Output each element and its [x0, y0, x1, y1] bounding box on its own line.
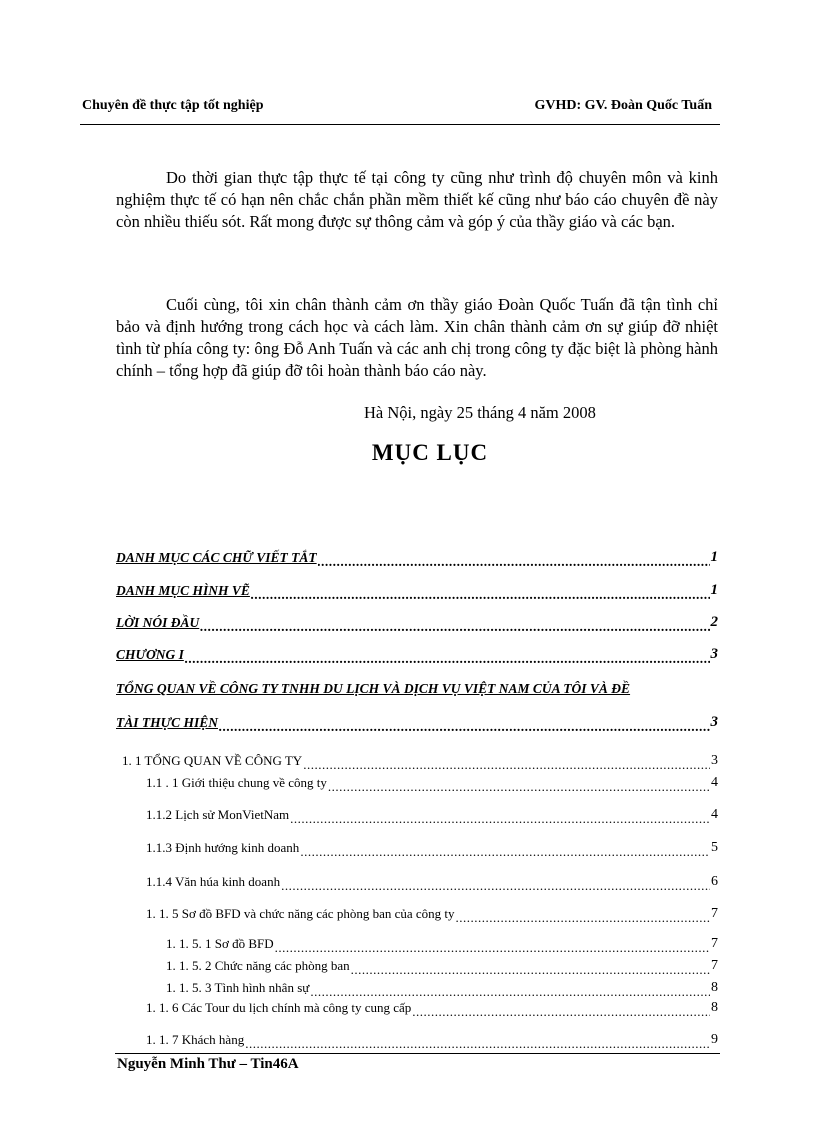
toc-entry-page: 3: [710, 714, 718, 730]
toc-leader-dots: [412, 1002, 710, 1016]
toc-entry-label: DANH MỤC HÌNH VẼ: [116, 583, 250, 598]
toc-entry-figures[interactable]: [116, 579, 718, 599]
toc-leader-dots: [200, 617, 709, 631]
toc-entry-page: 3: [711, 753, 718, 768]
toc-leader-dots: [303, 755, 710, 769]
toc-entry-label: TỔNG QUAN VỀ CÔNG TY TNHH DU LỊCH VÀ DỊCH VỤ VIỆT NAM CỦA TÔI VÀ ĐỀ: [116, 681, 631, 696]
date-line: Hà Nội, ngày 25 tháng 4 năm 2008: [364, 403, 596, 422]
toc-entry-label: 1.1.3 Định hướng kinh doanh: [146, 840, 300, 855]
toc-leader-dots: [328, 777, 710, 791]
footer-divider: [115, 1053, 720, 1054]
toc-entry-label: 1. 1. 5. 3 Tình hình nhân sự: [166, 980, 310, 995]
toc-entry-1-1-4[interactable]: [146, 870, 718, 890]
toc-entry-page: 7: [711, 906, 718, 921]
toc-entry-page: 3: [710, 646, 718, 662]
toc-entry-label: 1. 1 TỔNG QUAN VỀ CÔNG TY: [122, 753, 303, 768]
toc-leader-dots: [456, 908, 710, 922]
toc-entry-label: 1.1 . 1 Giới thiệu chung về công ty: [146, 775, 327, 790]
toc-entry-label: LỜI NÓI ĐẦU: [116, 615, 200, 630]
toc-leader-dots: [275, 938, 710, 952]
toc-entry-page: 7: [711, 958, 718, 973]
toc-entry-page: 4: [711, 807, 718, 822]
toc-entry-label: DANH MỤC CÁC CHỮ VIẾT TẮT: [116, 550, 317, 565]
toc-entry-1-1-6[interactable]: [146, 996, 718, 1016]
toc-entry-1-1-5-2[interactable]: [166, 954, 718, 974]
toc-leader-dots: [310, 982, 710, 996]
toc-leader-dots: [290, 809, 710, 823]
toc-leader-dots: [219, 717, 710, 731]
toc-entry-label: 1. 1. 5. 1 Sơ đồ BFD: [166, 936, 274, 951]
toc-entry-1-1-5-3[interactable]: [166, 976, 718, 996]
toc-entry-label: CHƯƠNG I: [116, 647, 184, 662]
toc-entry-1-1-7[interactable]: [146, 1028, 718, 1048]
toc-entry-label: 1. 1. 6 Các Tour du lịch chính mà công ty cung cấp: [146, 1000, 412, 1015]
toc-leader-dots: [281, 876, 710, 890]
toc-entry-label: 1.1.2 Lịch sử MonVietNam: [146, 807, 290, 822]
toc-entry-label: 1. 1. 5. 2 Chức năng các phòng ban: [166, 958, 350, 973]
page-footer-author: Nguyễn Minh Thư – Tin46A: [117, 1056, 299, 1072]
toc-entry-chapter-1-title[interactable]: [116, 677, 718, 697]
toc-leader-dots: [245, 1034, 710, 1048]
toc-entry-1-1-2[interactable]: [146, 803, 718, 823]
toc-leader-dots: [251, 585, 710, 599]
toc-entry-1-1[interactable]: [122, 749, 718, 769]
toc-entry-preface[interactable]: [116, 611, 718, 631]
toc-entry-1-1-1[interactable]: [146, 771, 718, 791]
toc-entry-page: 1: [710, 549, 718, 565]
header-course-title: Chuyên đề thực tập tốt nghiệp: [82, 98, 264, 113]
toc-entry-label: TÀI THỰC HIỆN: [116, 715, 218, 730]
paragraph-thanks: Cuối cùng, tôi xin chân thành cảm ơn thầy giáo Đoàn Quốc Tuấn đã tận tình chỉ bảo và định hướng trong cách học và cách làm. Xin chân thành cảm ơn sự giúp đỡ nhiệt tình từ phía công ty: ông Đỗ Anh Tuấn và các anh chị trong công ty đặc biệt là phòng hành chính – tổng hợp đã giúp đỡ tôi hoàn thành báo cáo này.: [116, 295, 718, 380]
toc-entry-page: 8: [711, 1000, 718, 1015]
toc-entry-label: 1.1.4 Văn húa kinh doanh: [146, 874, 281, 889]
header-advisor: GVHD: GV. Đoàn Quốc Tuấn: [534, 98, 712, 113]
toc-entry-page: 8: [711, 980, 718, 995]
toc-entry-page: 4: [711, 775, 718, 790]
toc-entry-page: 1: [710, 582, 718, 598]
header-divider: [80, 124, 720, 125]
toc-entry-1-1-5-1[interactable]: [166, 932, 718, 952]
toc-entry-page: 9: [711, 1032, 718, 1047]
toc-entry-chapter-1-title-cont[interactable]: [116, 711, 718, 731]
toc-entry-page: 5: [711, 840, 718, 855]
toc-leader-dots: [300, 842, 710, 856]
toc-leader-dots: [185, 649, 710, 663]
toc-leader-dots: [351, 960, 710, 974]
toc-entry-1-1-3[interactable]: [146, 836, 718, 856]
toc-entry-chapter-1[interactable]: [116, 643, 718, 663]
toc-entry-page: 6: [711, 874, 718, 889]
toc-leader-dots: [318, 552, 710, 566]
toc-entry-1-1-5[interactable]: [146, 902, 718, 922]
paragraph-apology: Do thời gian thực tập thực tế tại công ty cũng như trình độ chuyên môn và kinh nghiệm thực tế có hạn nên chắc chắn phần mềm thiết kế cũng như báo cáo chuyên đề này còn nhiều thiếu sót. Rất mong được sự thông cảm và góp ý của thầy giáo và các bạn.: [116, 168, 718, 231]
toc-entry-label: 1. 1. 5 Sơ đồ BFD và chức năng các phòng ban của công ty: [146, 906, 455, 921]
toc-entry-label: 1. 1. 7 Khách hàng: [146, 1032, 245, 1047]
toc-entry-page: 2: [710, 614, 718, 630]
toc-entry-abbreviations[interactable]: [116, 546, 718, 566]
toc-entry-page: 7: [711, 936, 718, 951]
toc-title: MỤC LỤC: [371, 440, 489, 465]
